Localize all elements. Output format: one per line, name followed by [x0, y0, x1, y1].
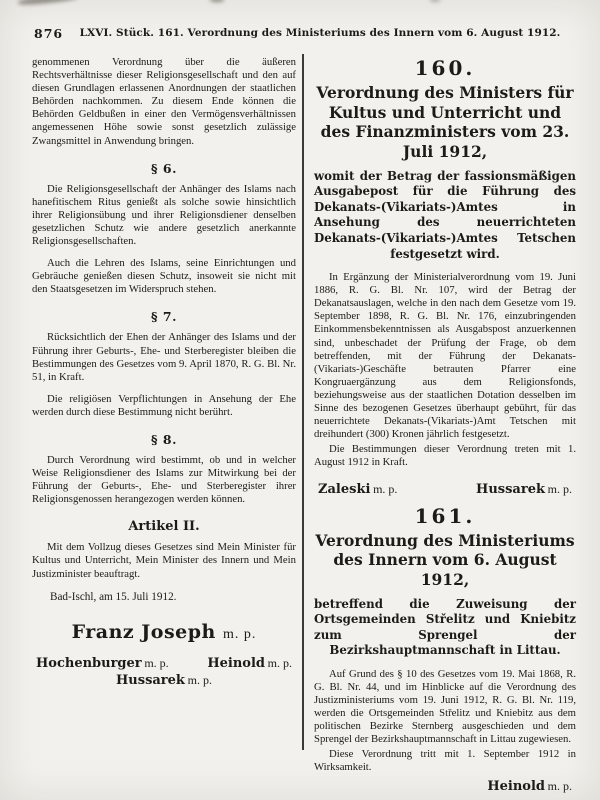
decree-160-number: 160. — [414, 56, 476, 80]
section-7-paragraph-1: Rücksichtlich der Ehen der Anhänger des Islams und der Führung ihrer Geburts-, Ehe- und Sterberegister bleiben die Bestimmungen des Gesetzes vom 9. April 1870, R. G. Bl. Nr. 51, in Kraft. — [32, 331, 296, 383]
section-6-paragraph-1: Die Religionsgesellschaft der Anhänger des Islams nach hanefitischem Ritus genießt als solche sowie hinsichtlich ihrer Religionsübung und ihrer Religionsdiener denselben gesetzlichen Schutz wie andere gesetzlich anerkannte Religionsgesellschaften. — [32, 182, 296, 248]
section-8-heading: § 8. — [151, 431, 177, 447]
countersignature-row — [36, 656, 292, 671]
signature-hussarek: Hussarek m. p. — [116, 672, 212, 688]
decree-161-subtitle: betreffend die Zuweisung der Ortsgemeinden Střelitz und Kniebitz zum Sprengel der Bezirkshauptmannschaft in Littau. — [314, 596, 576, 658]
royal-signature-suffix: m. p. — [222, 626, 257, 642]
decree-160-signature-row — [318, 482, 572, 497]
decree-160-title: Verordnung des Ministers für Kultus und Unterricht und des Finanzministers vom 23. Juli 1912, — [316, 83, 574, 162]
place-date-line: Bad-Ischl, am 15. Juli 1912. — [50, 590, 177, 603]
royal-signature-name: Franz Joseph — [71, 620, 216, 643]
page-number: 876 — [34, 26, 64, 41]
section-6-paragraph-2: Auch die Lehren des Islams, seine Einrichtungen und Gebräuche genießen diesen Schutz, insoweit sie nicht mit den Staatsgesetzen im Widerspruch stehen. — [32, 257, 296, 296]
scan-artifact — [430, 0, 440, 2]
decree-160-paragraph-1: In Ergänzung der Ministerialverordnung vom 19. Juni 1886, R. G. Bl. Nr. 107, wird der Betrag der Dekanatsauslagen, welche in den nach dem Gesetze vom 19. September 1898, R. G. Bl. Nr. 176, einzubringenden Einkommensbekenntnissen als Ausgabspost anzuerkennen sind, unbeschadet der Prüfung der Frage, ob dem betreffenden, mit der Führung der Dekanats-(Vikariats-)Geschäfte betrauten Pfarrer eine Kongruaergänzung aus dem Religionsfonds, beziehungsweise aus der staatlichen Dotation desselben im Sinne des bezogenen Gesetzes überhaupt gebührt, für das neuerrichtete Dekanats-(Vikariats-)Amt Tetschen mit dreihundert (300) Kronen jährlich festgesetzt. — [314, 271, 576, 441]
paragraph-continuation: genommenen Verordnung über die äußeren Rechtsverhältnisse dieser Religionsgesellschaft und den auf diesen Grundlagen erlassenen Anordnungen der staatlichen Behörden nachkommen. Zu diesem Ende können die Behörden Geldbußen in einer den Vermögensverhältnissen angemessenen Höhe sowie sonst gesetzlich zulässige Zwangsmittel in Anwendung bringen. — [32, 56, 296, 147]
decree-160-subtitle: womit der Betrag der fassionsmäßigen Ausgabepost für die Führung des Dekanats-(Vikariats-)Amtes in Ansehung des neuerrichteten Dekanats-(Vikariats-)Amtes Tetschen festgesetzt wird. — [314, 168, 576, 261]
decree-161-title: Verordnung des Ministeriums des Innern vom 6. August 1912, — [315, 530, 575, 589]
section-8-paragraph-1: Durch Verordnung wird bestimmt, ob und in welcher Weise Religionsdiener des Islams zur Mitwirkung bei der Führung der Geburts-, Ehe- und Sterberegister ihrer Religionsgenossen herangezogen werden können. — [32, 453, 296, 506]
section-6-heading: § 6. — [151, 160, 177, 176]
column-divider-rule — [302, 54, 304, 750]
running-head: LXVI. Stück. 161. Verordnung des Ministeriums des Innern vom 6. August 1912. — [79, 27, 561, 39]
decree-161-paragraph-2: Diese Verordnung tritt mit 1. September 1912 in Wirksamkeit. — [314, 748, 576, 774]
section-7-heading: § 7. — [151, 309, 177, 325]
left-column — [32, 56, 296, 688]
section-7-paragraph-2: Die religiösen Verpflichtungen in Ansehung der Ehe werden durch diese Bestimmung nicht berührt. — [32, 392, 296, 418]
countersignature-row — [36, 673, 292, 688]
signature-heinold: Heinold m. p. — [487, 778, 572, 794]
artikel-2-heading: Artikel II. — [128, 519, 200, 535]
decree-160-paragraph-2: Die Bestimmungen dieser Verordnung treten mit 1. August 1912 in Kraft. — [314, 443, 576, 469]
signature-zaleski: Zaleski m. p. — [318, 482, 398, 498]
scan-artifact — [210, 0, 224, 2]
artikel-2-paragraph: Mit dem Vollzug dieses Gesetzes sind Mein Minister für Kultus und Unterricht, Mein Minister des Innern und Mein Justizminister beauftragt. — [32, 541, 296, 580]
decree-161-signature-row — [318, 779, 572, 794]
right-column — [314, 56, 576, 794]
royal-signature — [32, 621, 296, 643]
decree-161-paragraph-1: Auf Grund des § 10 des Gesetzes vom 19. Mai 1868, R. G. Bl. Nr. 44, und im Hinblicke auf die Verordnung des Justizministeriums vom 19. Juni 1912, R. G. Bl. Nr. 119, werden die Ortsgemeinden Střelitz und Kniebitz aus dem politischen Bezirke Sternberg ausgeschieden und dem Sprengel der Bezirkshauptmannschaft in Littau zugewiesen. — [314, 667, 576, 746]
signature-hussarek: Hussarek m. p. — [476, 482, 572, 498]
decree-161-number: 161. — [414, 503, 476, 528]
scan-artifact — [18, 0, 78, 6]
signature-heinold: Heinold m. p. — [207, 655, 292, 671]
signature-hochenburger: Hochenburger m. p. — [36, 655, 169, 671]
